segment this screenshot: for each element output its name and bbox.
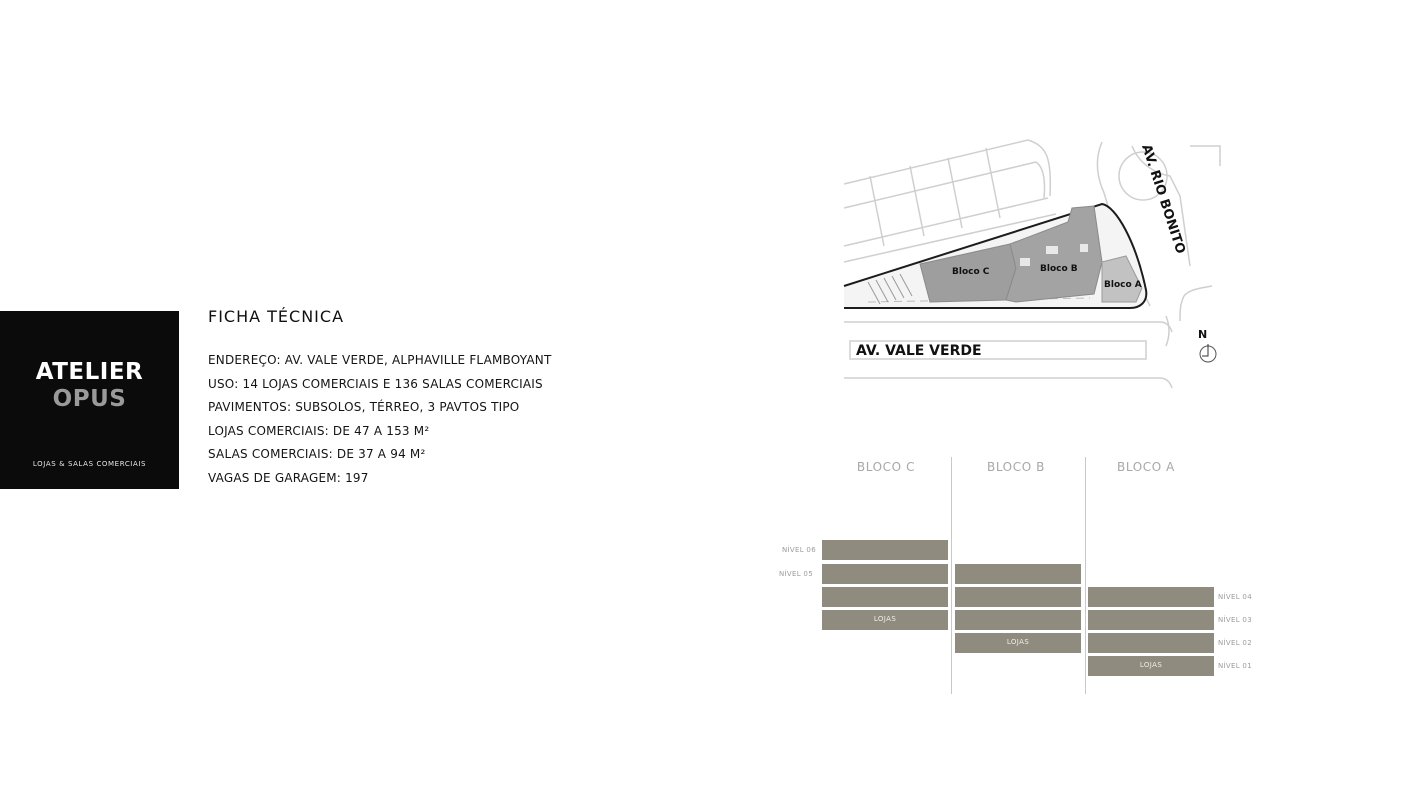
bloco-b-void	[1020, 258, 1030, 266]
spec-salas-area: SALAS COMERCIAIS: DE 37 A 94 M²	[208, 447, 426, 462]
bloco-a-label: Bloco A	[1104, 280, 1142, 290]
spec-list	[208, 349, 551, 491]
logo-line-opus: OPUS	[52, 386, 127, 412]
spec-pavimentos: PAVIMENTOS: SUBSOLOS, TÉRREO, 3 PAVTOS TIPO	[208, 400, 520, 415]
bloco-c-label: Bloco C	[952, 267, 990, 277]
bloco-b-label: Bloco B	[1040, 264, 1078, 274]
bloco-a-lojas-label: LOJAS	[1139, 661, 1163, 669]
bloco-c-level-6	[822, 540, 948, 560]
section-divider-c-b	[951, 457, 952, 694]
site-map	[840, 136, 1240, 396]
bloco-b-void-2	[1046, 246, 1058, 254]
spec-vagas: VAGAS DE GARAGEM: 197	[208, 470, 369, 485]
level-label-03: NÍVEL 03	[1218, 616, 1252, 624]
level-label-04: NÍVEL 04	[1218, 593, 1252, 601]
bloco-a-level-3	[1088, 610, 1214, 630]
bloco-c-level-5	[822, 564, 948, 584]
logo-line-atelier: ATELIER	[35, 359, 144, 385]
level-label-01: NÍVEL 01	[1218, 662, 1252, 670]
bloco-b-lojas-label: LOJAS	[1006, 638, 1030, 646]
street-rio-bonito: AV. RIO BONITO	[1138, 142, 1188, 256]
section-divider-b-a	[1085, 457, 1086, 694]
bloco-b-void-3	[1080, 244, 1088, 252]
north-letter: N	[1198, 328, 1208, 341]
spec-lojas-area: LOJAS COMERCIAIS: DE 47 A 153 M²	[208, 423, 430, 438]
spec-uso: USO: 14 LOJAS COMERCIAIS E 136 SALAS COMERCIAIS	[208, 376, 543, 391]
section-head-bloco-a: BLOCO A	[1117, 460, 1175, 474]
bloco-a-level-4	[1088, 587, 1214, 607]
street-vale-verde: AV. VALE VERDE	[856, 343, 982, 359]
bloco-b-level-5	[955, 564, 1081, 584]
level-label-06: NÍVEL 06	[782, 546, 816, 554]
section-head-bloco-b: BLOCO B	[986, 460, 1045, 474]
ficha-tecnica-title: FICHA TÉCNICA	[208, 307, 345, 326]
level-label-05: NÍVEL 05	[779, 570, 813, 578]
bloco-b-level-2-lojas	[955, 633, 1081, 653]
logo-tagline: LOJAS & SALAS COMERCIAIS	[32, 460, 147, 468]
atelier-opus-logo	[0, 311, 179, 489]
bloco-c-level-4	[822, 587, 948, 607]
bloco-c-lojas-label: LOJAS	[873, 615, 897, 623]
level-label-02: NÍVEL 02	[1218, 639, 1252, 647]
bloco-c-level-3-lojas	[822, 610, 948, 630]
bloco-a-level-1-lojas	[1088, 656, 1214, 676]
bloco-b-level-4	[955, 587, 1081, 607]
bloco-a-level-2	[1088, 633, 1214, 653]
spec-endereco: ENDEREÇO: AV. VALE VERDE, ALPHAVILLE FLAMBOYANT	[208, 353, 552, 367]
section-head-bloco-c: BLOCO C	[856, 460, 916, 474]
bloco-b-level-3	[955, 610, 1081, 630]
